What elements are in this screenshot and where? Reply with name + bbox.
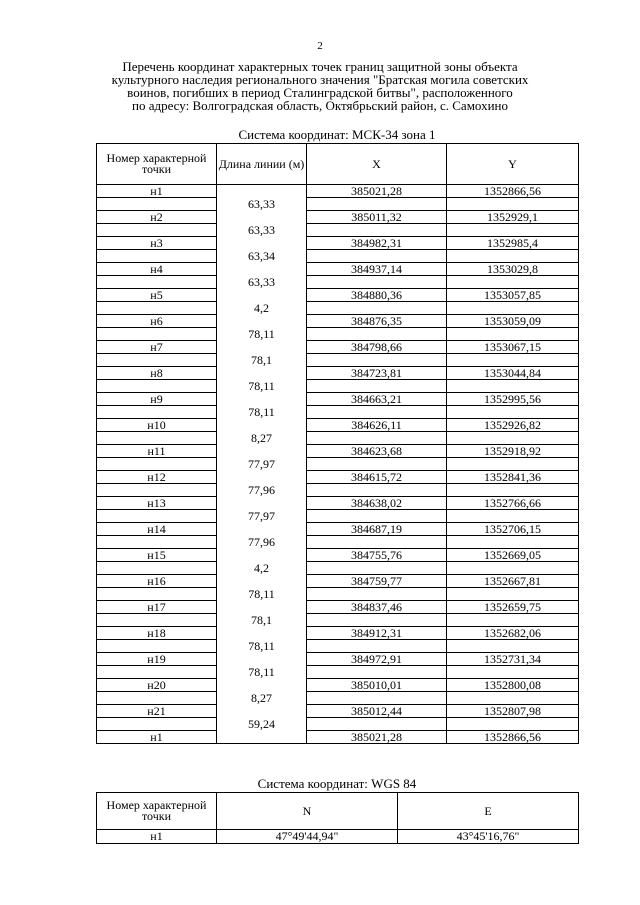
y-cell: 1352841,36: [447, 471, 579, 484]
line-length-cell: 59,24: [217, 718, 307, 731]
line-length-cell: 78,1: [217, 354, 307, 367]
y-cell: 1352800,08: [447, 679, 579, 692]
y-cell: 1353057,85: [447, 289, 579, 302]
empty-cell: [97, 458, 217, 471]
empty-cell: [217, 523, 307, 536]
empty-cell: [447, 536, 579, 549]
x-cell: 384972,91: [307, 653, 447, 666]
y-cell: 1352731,34: [447, 653, 579, 666]
point-name-cell: н1: [97, 830, 217, 844]
empty-cell: [447, 640, 579, 653]
empty-cell: [447, 380, 579, 393]
empty-cell: [307, 406, 447, 419]
length-row: [97, 484, 579, 497]
title-line: воинов, погибших в период Сталинградской битвы", расположенного: [127, 85, 513, 100]
point-name-cell: н21: [97, 705, 217, 718]
point-name-cell: н5: [97, 289, 217, 302]
document-title: [60, 60, 580, 112]
x-cell: 384798,66: [307, 341, 447, 354]
y-cell: 1352985,4: [447, 237, 579, 250]
point-name-cell: н2: [97, 211, 217, 224]
empty-cell: [307, 380, 447, 393]
length-row: [97, 302, 579, 315]
x-cell: 384615,72: [307, 471, 447, 484]
msk-coordinates-table: [96, 143, 579, 744]
x-cell: 385011,32: [307, 211, 447, 224]
page-number: 2: [317, 40, 323, 52]
table-row: [97, 471, 579, 484]
line-length-cell: 78,11: [217, 640, 307, 653]
empty-cell: [217, 471, 307, 484]
empty-cell: [447, 328, 579, 341]
y-cell: 1352918,92: [447, 445, 579, 458]
empty-cell: [307, 666, 447, 679]
empty-cell: [307, 224, 447, 237]
empty-cell: [307, 692, 447, 705]
y-cell: 1353044,84: [447, 367, 579, 380]
table-row: [97, 679, 579, 692]
empty-cell: [97, 406, 217, 419]
empty-cell: [97, 536, 217, 549]
empty-cell: [217, 705, 307, 718]
y-cell: 1352669,05: [447, 549, 579, 562]
x-cell: 384876,35: [307, 315, 447, 328]
point-name-cell: н4: [97, 263, 217, 276]
empty-cell: [447, 406, 579, 419]
y-cell: 1352926,82: [447, 419, 579, 432]
empty-cell: [307, 510, 447, 523]
line-length-cell: 78,11: [217, 380, 307, 393]
empty-cell: [217, 653, 307, 666]
line-length-cell: 78,11: [217, 328, 307, 341]
empty-cell: [447, 198, 579, 211]
empty-cell: [447, 250, 579, 263]
point-name-cell: н11: [97, 445, 217, 458]
length-row: [97, 380, 579, 393]
header-x: X: [307, 144, 447, 185]
wgs-caption: Система координат: WGS 84: [257, 776, 417, 791]
title-line: культурного наследия регионального значения "Братская могила советских: [111, 72, 529, 87]
line-length-cell: 77,96: [217, 484, 307, 497]
x-cell: 384880,36: [307, 289, 447, 302]
empty-cell: [217, 445, 307, 458]
empty-cell: [307, 588, 447, 601]
x-cell: 384837,46: [307, 601, 447, 614]
x-cell: 384623,68: [307, 445, 447, 458]
point-name-cell: н1: [97, 731, 217, 744]
empty-cell: [307, 536, 447, 549]
empty-cell: [217, 601, 307, 614]
empty-cell: [307, 328, 447, 341]
y-cell: 1352807,98: [447, 705, 579, 718]
table-row: [97, 185, 579, 198]
empty-cell: [447, 458, 579, 471]
table-row: [97, 601, 579, 614]
msk-table-body: [97, 185, 579, 744]
x-cell: 384626,11: [307, 419, 447, 432]
empty-cell: [97, 224, 217, 237]
x-cell: 384982,31: [307, 237, 447, 250]
empty-cell: [97, 718, 217, 731]
line-length-cell: 63,33: [217, 198, 307, 211]
point-name-cell: н8: [97, 367, 217, 380]
table-row: [97, 523, 579, 536]
line-length-cell: 4,2: [217, 302, 307, 315]
y-cell: 1352667,81: [447, 575, 579, 588]
table-row: [97, 237, 579, 250]
y-cell: 1352706,15: [447, 523, 579, 536]
empty-cell: [97, 510, 217, 523]
x-cell: 384755,76: [307, 549, 447, 562]
length-row: [97, 614, 579, 627]
empty-cell: [307, 354, 447, 367]
length-row: [97, 562, 579, 575]
empty-cell: [97, 666, 217, 679]
empty-cell: [97, 380, 217, 393]
length-row: [97, 250, 579, 263]
length-row: [97, 640, 579, 653]
x-cell: 384638,02: [307, 497, 447, 510]
empty-cell: [217, 627, 307, 640]
empty-cell: [447, 588, 579, 601]
length-row: [97, 536, 579, 549]
table-row: [97, 653, 579, 666]
empty-cell: [97, 198, 217, 211]
point-name-cell: н6: [97, 315, 217, 328]
line-length-cell: 63,33: [217, 276, 307, 289]
y-cell: 1352929,1: [447, 211, 579, 224]
y-cell: 1352682,06: [447, 627, 579, 640]
x-cell: 385021,28: [307, 185, 447, 198]
msk-caption: Система координат: МСК-34 зона 1: [238, 127, 436, 142]
table-row: [97, 627, 579, 640]
empty-cell: [97, 250, 217, 263]
line-length-cell: 78,11: [217, 588, 307, 601]
table-row: [97, 367, 579, 380]
header-point-number: Номер характерной точки: [97, 144, 217, 185]
empty-cell: [217, 393, 307, 406]
empty-cell: [307, 458, 447, 471]
point-name-cell: н3: [97, 237, 217, 250]
point-name-cell: н9: [97, 393, 217, 406]
point-name-cell: н12: [97, 471, 217, 484]
empty-cell: [217, 549, 307, 562]
x-cell: 384687,19: [307, 523, 447, 536]
empty-cell: [217, 419, 307, 432]
wgs-coordinates-table: [96, 792, 579, 844]
n-cell: 47°49'44,94": [217, 830, 398, 844]
point-name-cell: н10: [97, 419, 217, 432]
empty-cell: [307, 276, 447, 289]
empty-cell: [97, 276, 217, 289]
empty-cell: [217, 315, 307, 328]
empty-cell: [217, 211, 307, 224]
y-cell: 1353059,09: [447, 315, 579, 328]
empty-cell: [97, 354, 217, 367]
line-length-cell: 78,1: [217, 614, 307, 627]
empty-cell: [217, 185, 307, 198]
table-row: [97, 830, 579, 844]
point-name-cell: н19: [97, 653, 217, 666]
length-row: [97, 588, 579, 601]
table-row: [97, 549, 579, 562]
length-row: [97, 224, 579, 237]
header-point-number: Номер характерной точки: [97, 793, 217, 830]
empty-cell: [307, 562, 447, 575]
header-e: E: [398, 793, 579, 830]
table-row: [97, 731, 579, 744]
empty-cell: [97, 640, 217, 653]
line-length-cell: 8,27: [217, 432, 307, 445]
line-length-cell: 77,96: [217, 536, 307, 549]
point-name-cell: н16: [97, 575, 217, 588]
empty-cell: [217, 679, 307, 692]
line-length-cell: 63,34: [217, 250, 307, 263]
empty-cell: [307, 614, 447, 627]
x-cell: 384723,81: [307, 367, 447, 380]
y-cell: 1353029,8: [447, 263, 579, 276]
line-length-cell: 77,97: [217, 458, 307, 471]
line-length-cell: 63,33: [217, 224, 307, 237]
y-cell: 1352659,75: [447, 601, 579, 614]
table-row: [97, 211, 579, 224]
line-length-cell: 8,27: [217, 692, 307, 705]
x-cell: 384663,21: [307, 393, 447, 406]
empty-cell: [447, 562, 579, 575]
table-row: [97, 315, 579, 328]
empty-cell: [447, 666, 579, 679]
y-cell: 1352995,56: [447, 393, 579, 406]
table-row: [97, 705, 579, 718]
length-row: [97, 458, 579, 471]
point-name-cell: н15: [97, 549, 217, 562]
table-row: [97, 445, 579, 458]
length-row: [97, 432, 579, 445]
x-cell: 385021,28: [307, 731, 447, 744]
y-cell: 1352866,56: [447, 185, 579, 198]
header-n: N: [217, 793, 398, 830]
point-name-cell: н14: [97, 523, 217, 536]
empty-cell: [447, 276, 579, 289]
empty-cell: [217, 263, 307, 276]
length-row: [97, 406, 579, 419]
empty-cell: [307, 198, 447, 211]
point-name-cell: н7: [97, 341, 217, 354]
empty-cell: [217, 341, 307, 354]
table-row: [97, 575, 579, 588]
point-name-cell: н1: [97, 185, 217, 198]
length-row: [97, 510, 579, 523]
point-name-cell: н18: [97, 627, 217, 640]
point-name-cell: н20: [97, 679, 217, 692]
y-cell: 1352866,56: [447, 731, 579, 744]
empty-cell: [217, 497, 307, 510]
x-cell: 385010,01: [307, 679, 447, 692]
line-length-cell: 4,2: [217, 562, 307, 575]
empty-cell: [447, 614, 579, 627]
empty-cell: [97, 484, 217, 497]
empty-cell: [307, 302, 447, 315]
point-name-cell: н17: [97, 601, 217, 614]
empty-cell: [447, 718, 579, 731]
table-row: [97, 263, 579, 276]
empty-cell: [307, 250, 447, 263]
length-row: [97, 718, 579, 731]
header-y: Y: [447, 144, 579, 185]
empty-cell: [447, 224, 579, 237]
x-cell: 384912,31: [307, 627, 447, 640]
table-row: [97, 497, 579, 510]
empty-cell: [97, 692, 217, 705]
empty-cell: [447, 510, 579, 523]
title-line: Перечень координат характерных точек границ защитной зоны объекта: [122, 59, 518, 74]
table-row: [97, 393, 579, 406]
table-row: [97, 419, 579, 432]
empty-cell: [447, 692, 579, 705]
empty-cell: [307, 432, 447, 445]
table-row: [97, 289, 579, 302]
empty-cell: [97, 432, 217, 445]
e-cell: 43°45'16,76": [398, 830, 579, 844]
table-row: [97, 341, 579, 354]
y-cell: 1352766,66: [447, 497, 579, 510]
line-length-cell: 78,11: [217, 666, 307, 679]
empty-cell: [97, 302, 217, 315]
empty-cell: [307, 718, 447, 731]
empty-cell: [97, 588, 217, 601]
empty-cell: [97, 562, 217, 575]
empty-cell: [217, 289, 307, 302]
empty-cell: [217, 575, 307, 588]
empty-cell: [447, 484, 579, 497]
length-row: [97, 666, 579, 679]
length-row: [97, 692, 579, 705]
point-name-cell: н13: [97, 497, 217, 510]
length-row: [97, 354, 579, 367]
empty-cell: [447, 354, 579, 367]
length-row: [97, 198, 579, 211]
empty-cell: [307, 640, 447, 653]
x-cell: 384759,77: [307, 575, 447, 588]
y-cell: 1353067,15: [447, 341, 579, 354]
empty-cell: [307, 484, 447, 497]
header-line-length: Длина линии (м): [217, 144, 307, 185]
line-length-cell: 78,11: [217, 406, 307, 419]
empty-cell: [217, 237, 307, 250]
empty-cell: [217, 367, 307, 380]
x-cell: 384937,14: [307, 263, 447, 276]
length-row: [97, 328, 579, 341]
empty-cell: [447, 432, 579, 445]
empty-cell: [97, 328, 217, 341]
empty-cell: [217, 731, 307, 744]
x-cell: 385012,44: [307, 705, 447, 718]
line-length-cell: 77,97: [217, 510, 307, 523]
length-row: [97, 276, 579, 289]
empty-cell: [97, 614, 217, 627]
title-line: по адресу: Волгоградская область, Октябрьский район, с. Самохино: [131, 98, 509, 113]
empty-cell: [447, 302, 579, 315]
